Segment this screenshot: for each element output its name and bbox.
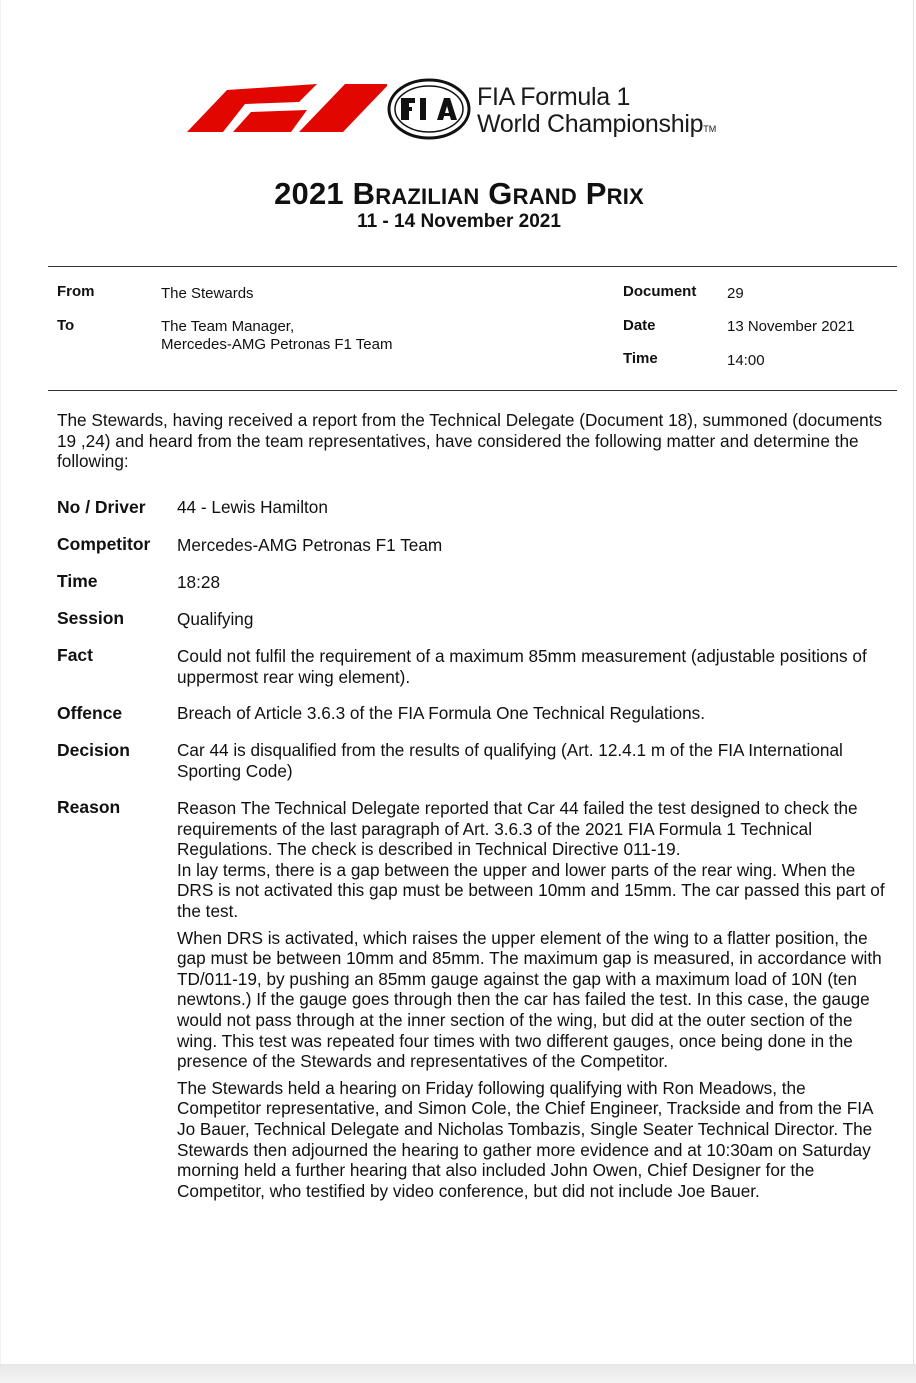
to-label: To [57, 317, 75, 334]
driver-label: No / Driver [57, 497, 146, 517]
fact-value: Could not fulfil the requirement of a maximum 85mm measurement (adjustable positions of uppermost rear wing element). [177, 646, 867, 687]
reason-body [177, 798, 889, 1207]
reason-label: Reason [57, 797, 121, 817]
session-value: Qualifying [177, 609, 254, 629]
reason-paragraph-1: Reason The Technical Delegate reported that Car 44 failed the test designed to check the requirements of the last paragraph of Art. 3.6.3 of the 2021 FIA Formula 1 Technical Regulations. The check is described in Technical Directive 011-19. [177, 798, 858, 860]
fia-seal-icon [387, 78, 471, 140]
logo-row [187, 78, 787, 140]
page-bottom-edge [0, 1364, 916, 1383]
to-value-line2: Mercedes-AMG Petronas F1 Team [161, 336, 393, 353]
time-label: Time [623, 350, 658, 367]
decision-value: Car 44 is disqualified from the results of qualifying (Art. 12.4.1 m of the FIA International Sporting Code) [177, 740, 843, 781]
championship-wordmark [477, 84, 716, 143]
intro-paragraph: The Stewards, having received a report from the Technical Delegate (Document 18), summoned (documents 19 ,24) and heard from the team representatives, have considered the following matter and determine the following: [57, 410, 883, 472]
driver-value: 44 - Lewis Hamilton [177, 497, 328, 517]
date-value: 13 November 2021 [727, 318, 855, 335]
offence-value: Breach of Article 3.6.3 of the FIA Formula One Technical Regulations. [177, 703, 706, 723]
time-value: 14:00 [727, 352, 765, 369]
event-title [1, 176, 916, 212]
competitor-label: Competitor [57, 534, 151, 554]
document-value: 29 [727, 285, 744, 302]
to-value [161, 318, 392, 354]
trademark-mark: TM [703, 124, 717, 134]
reason-paragraph-4: The Stewards held a hearing on Friday following qualifying with Ron Meadows, the Competitor representative, and Simon Cole, the Chief Engineer, Trackside and from the FIA Jo Bauer, Technical Delegate and Nicholas Tombazis, Single Seater Technical Director. The Stewards then adjourned the hearing to gather more evidence and at 10:30am on Saturday morning held a further hearing that also included John Owen, Chief Designer for the Competitor, who testified by video conference, but did not include Joe Bauer. [177, 1077, 873, 1201]
f1-logo [187, 80, 387, 136]
time-field-label: Time [57, 571, 98, 591]
from-label: From [57, 283, 95, 300]
decision-label: Decision [57, 740, 130, 760]
event-dates: 11 - 14 November 2021 [357, 211, 561, 232]
from-value: The Stewards [161, 285, 254, 302]
date-label: Date [623, 317, 656, 334]
reason-paragraph-2: In lay terms, there is a gap between the upper and lower parts of the rear wing. When the DRS is not activated this gap must be between 10mm and 15mm. The car passed this part of the test. [177, 859, 885, 921]
event-title-text: 2021 Brazilian Grand Prix [274, 176, 644, 211]
fact-label: Fact [57, 645, 93, 665]
wordmark-line1: FIA Formula 1 [477, 83, 631, 111]
bottom-rule [48, 390, 897, 391]
top-rule [48, 266, 897, 267]
reason-paragraph-3: When DRS is activated, which raises the upper element of the wing to a flatter position, the gap must be between 10mm and 85mm. The maximum gap is measured, in accordance with TD/011-19, by pushing an 85mm gauge against the gap with a maximum load of 10N (ten newtons.) If the gauge goes through then the car has failed the test. In this case, the gauge would not pass through at the inner section of the wing, but did at the outer section of the wing. This test was repeated four times with two different gauges, once being done in the presence of the Stewards and representatives of the Competitor. [177, 927, 882, 1072]
document-label: Document [623, 283, 697, 300]
session-label: Session [57, 608, 125, 628]
time-field-value: 18:28 [177, 572, 221, 592]
to-value-line1: The Team Manager, [161, 318, 295, 335]
wordmark-line2: World ChampionshipTM [477, 110, 717, 138]
offence-label: Offence [57, 703, 123, 723]
competitor-value: Mercedes-AMG Petronas F1 Team [177, 535, 443, 555]
